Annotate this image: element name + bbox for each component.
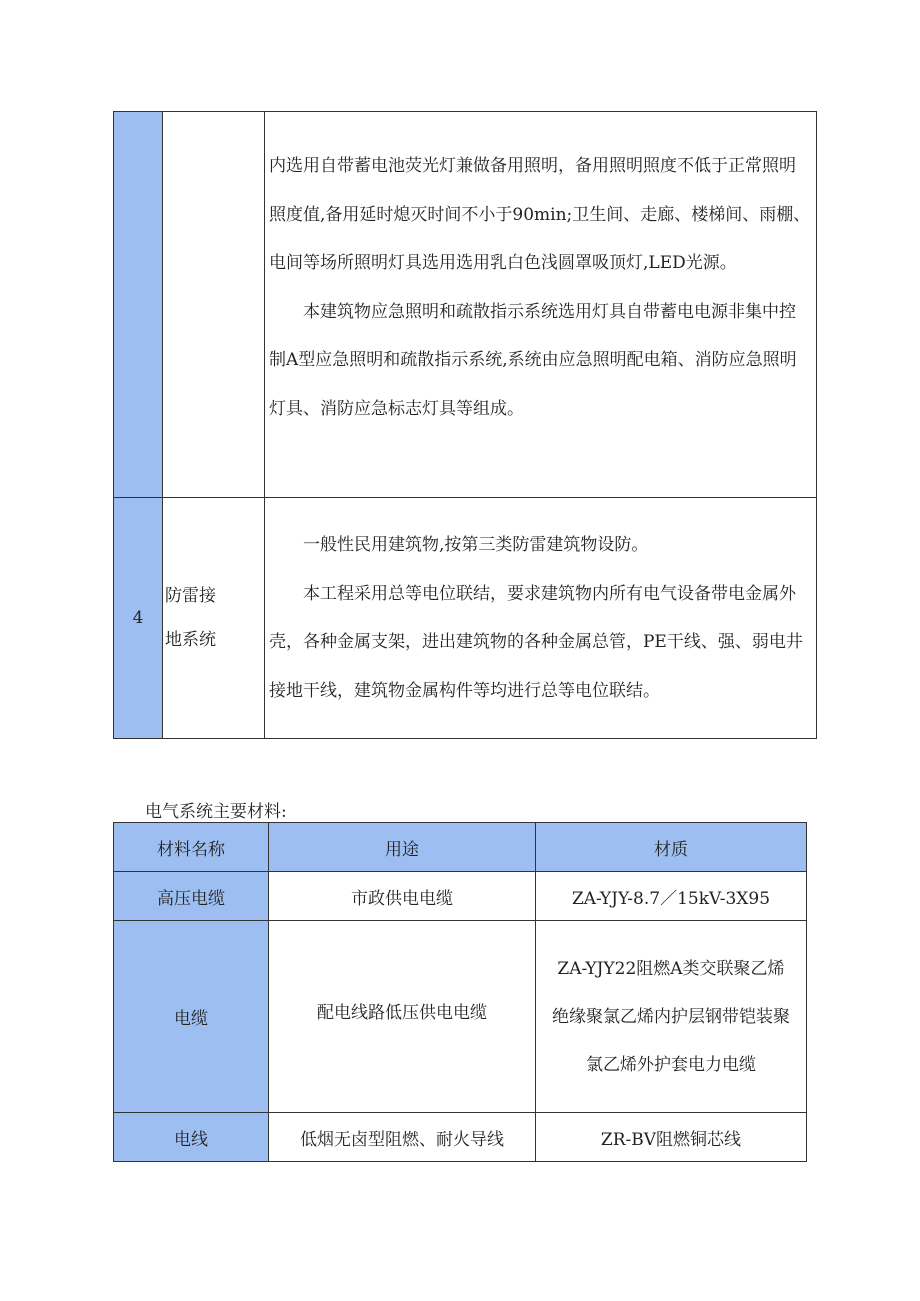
- material-spec-line: ZA-YJY22阻燃A类交联聚乙烯: [557, 958, 785, 979]
- material-use-cell: 低烟无卤型阻燃、耐火导线: [269, 1113, 536, 1162]
- row-name-cell: [163, 498, 265, 739]
- row-number-cell: 4: [114, 498, 163, 739]
- header-cell: 材质: [536, 823, 807, 872]
- material-use-cell: 市政供电电缆: [269, 872, 536, 921]
- material-use-text: 配电线路低压供电电缆: [317, 1003, 487, 1023]
- material-spec-line: 氯乙烯外护套电力电缆: [586, 1054, 756, 1075]
- paragraph: 本建筑物应急照明和疏散指示系统选用灯具自带蓄电电源非集中控制A型应急照明和疏散指示系统,系统由应急照明配电箱、消防应急照明灯具、消防应急标志灯具等组成。: [269, 301, 797, 419]
- table-row: [114, 1113, 807, 1162]
- paragraph: 一般性民用建筑物,按第三类防雷建筑物设防。: [303, 535, 649, 555]
- material-use-cell: [269, 921, 536, 1113]
- row-number-cell: [114, 112, 163, 498]
- electrical-description-table: [113, 111, 817, 739]
- material-name-cell: 高压电缆: [114, 872, 269, 921]
- table-row: [114, 872, 807, 921]
- material-spec-line: 绝缘聚氯乙烯内护层钢带铠装聚: [552, 1006, 790, 1027]
- table-row: [114, 498, 817, 739]
- row-name-cell: [163, 112, 265, 498]
- row-content-cell: [265, 112, 817, 498]
- header-cell: 材料名称: [114, 823, 269, 872]
- row-content-cell: [265, 498, 817, 739]
- material-spec-cell: ZA-YJY-8.7／15kV-3X95: [536, 872, 807, 921]
- material-name-cell: 电线: [114, 1113, 269, 1162]
- paragraph: 内选用自带蓄电池荧光灯兼做备用照明，备用照明照度不低于正常照明照度值,备用延时熄灭时间不小于90min;卫生间、走廊、楼梯间、雨棚、电间等场所照明灯具选用选用乳白色浅圆罩吸顶灯,LED光源。: [269, 156, 811, 273]
- material-spec-cell: [536, 921, 807, 1113]
- row-name-line: 防雷接: [165, 586, 216, 606]
- materials-table: [113, 822, 807, 1162]
- header-cell: 用途: [269, 823, 536, 872]
- table-header-row: [114, 823, 807, 872]
- row-name-line: 地系统: [165, 630, 216, 650]
- table-row: [114, 112, 817, 498]
- material-spec-cell: ZR-BV阻燃铜芯线: [536, 1113, 807, 1162]
- table-row: [114, 921, 807, 1113]
- material-name-cell: 电缆: [114, 921, 269, 1113]
- table-caption: 电气系统主要材料:: [145, 802, 287, 822]
- paragraph: 本工程采用总等电位联结，要求建筑物内所有电气设备带电金属外壳，各种金属支架，进出建筑物的各种金属总管，PE干线、强、弱电井接地干线，建筑物金属构件等均进行总等电位联结。: [269, 583, 803, 701]
